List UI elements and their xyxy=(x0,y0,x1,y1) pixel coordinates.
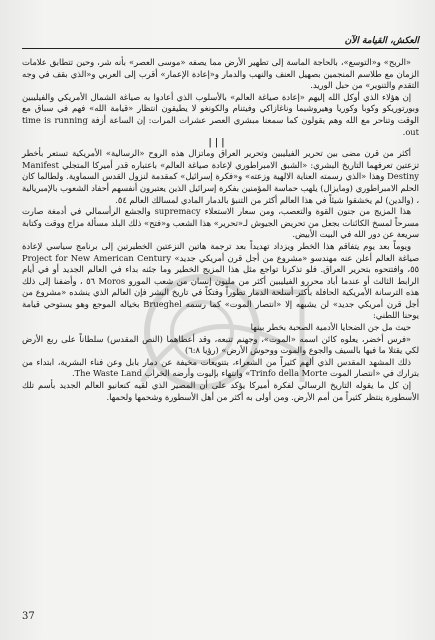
after-quote-paragraph: ذلك المشهد المقدس الذي ألهم كثيراً من الشعراء، بتنويعات مخيفة عن دمار بابل وعن فناء البشرية، ابتداء من بترارك في «انتصار الموت Trinfo della Morte» وانتهاء بإليوت وأرضه الخراب The Waste Land. xyxy=(22,356,419,379)
closing-paragraph: إن كل ما يقوله التاريخ الرسالي لفكرة أميركا يؤكد على أن المصير الذي لقيه كنعانيو العالم الجديد بأسم تلك الأسطورة ينتظر كثيراً من أمم الأرض. ومن أولى به أكثر من أهل الأسطورة وشحمها ولحمها. xyxy=(22,380,419,402)
section-separator: | | | xyxy=(208,138,225,149)
running-header xyxy=(22,34,419,49)
paragraph-5: ويوماً بعد يوم يتفاقم هذا الخطر ويزداد تهديداً بعد ترجمة هاتين النزعتين الخطيرتين إلى برنامج سياسي لإعادة صياغة العالم أعلن عنه مهندسو «مشروع من أجل قرن أمريكي جديد» Project for New American Century ٥٥، وافتتحوه بتحرير العراق. فلو تذكرنا تواجع مثل هذا المزيج الخطير وما جئنه بداء في العالم الجديد أو في أيام الرابط الثالث أو عندما أباد محررو الفيليبين أكثر من مليون إنسان من شعب المورو Moros ٥٦ ، وأضفنا إلى ذلك هذه الترسانة الأمريكية الحافلة بأكثر أسلحة الدمار تطوراً وفتكاً في تاريخ البشر فإن العالم الذي ينشده «مشروع من أجل قرن أمريكي جديد» لن يشبهه إلا «انتصار الموت» كما رسمه Brueghel بخياله الموجع وهو يستوحي قيامة يوحنا اللطني: xyxy=(22,240,420,321)
quote-block: «فرس أخضر، يعلوه كائن اسمه «الموت»، وجهنم تتبعه، وقد أعطاهما (النص المقدس) سلطاناً على ربع الأرض لكي يقتلا ما فيها بالسيف والجوع والموت ووحوش الأرض» (رؤيا ٦:٨) xyxy=(22,333,419,356)
caption-line: حيث مل جن الضحايا الأدمية الصحبة بخطر بينها xyxy=(250,322,411,333)
paragraph-1: «الربح» و«التوسع»، بالحاجة الماسة إلى تطهير الأرض مما يصفه «موسى العصر» بأنه شر، وحين تتطابق علامات الزمان مع طلاسم المنجمين بصهيل العنف والنهب والدمار و«إعادة الإعمار» أقرب إلى العربي و«الذي بقف في وجه التقدم والتنوير» من حبل الوريد. xyxy=(22,57,419,91)
paragraph-3: أكثر من قرن مضى بين تحرير الفيليبين وتحرير العراق وماتزال هذه الروح «الرسالية» الأمريكية تستعر بأخطر تزعتين تعرفهما التاريخ البشري: «الشبق الامبراطوري لإعادة صياغة العالم» باعتباره قدر أميركا المتجلي Manifest Destiny وهذا «الذي رسمته العناية الالهية وزعته» و«فكرة إسرائيل» كمقدمة لنزول القدس السماوية. ولطالما كان الحلم الامبراطوري (ومايزال) يلهب حماسة المؤمنين بفكرة إسرائيل الذين يعتبرون أنفسهم أحفاد الشعوب بالإمبريالية ، (والدين) لم يخشقوا شيئاً في هذا العالم أكثر من التنبؤ بالدمار المادي لمسالك العالم ٥٤. xyxy=(22,148,419,205)
running-title: العكش، القيامة الآن xyxy=(344,36,419,46)
page-number: 37 xyxy=(22,611,35,622)
page-body xyxy=(22,57,419,602)
paragraph-4: هذا المزيج من جنون القوة والتعصب، ومن سعار الاستعلاء supremacy والجشع الرأسمالي في أدمغة صارت مسرحاً لمسخ الكائنات بجعل من تحريض الجيوش لـ«تحرير» هذا الشعب و«فتح» ذلك البلد مسألة مزاج ووقت وكتابة سريعة عن دور الله في البيت الأبيض. xyxy=(22,206,419,240)
paragraph-2: إن هؤلاء الذي أوكل الله إليهم «إعادة صياغة العالم» بالأسلوب الذي أعادوا به صياغة الشمال الأمريكي والفيليبين وبورتوريكو وكوبا وكوريا وهيروشيما وناغازاكي وفيتنام والكونغو لا يطيقون انتظار «قيامة الله» فهم في سباق مع الوقت وتناحر مع الله وهم يقولون كما سمعنا مبشري العصر عشرات المرات: إن الساعة أزفة time is running out. xyxy=(22,91,419,137)
